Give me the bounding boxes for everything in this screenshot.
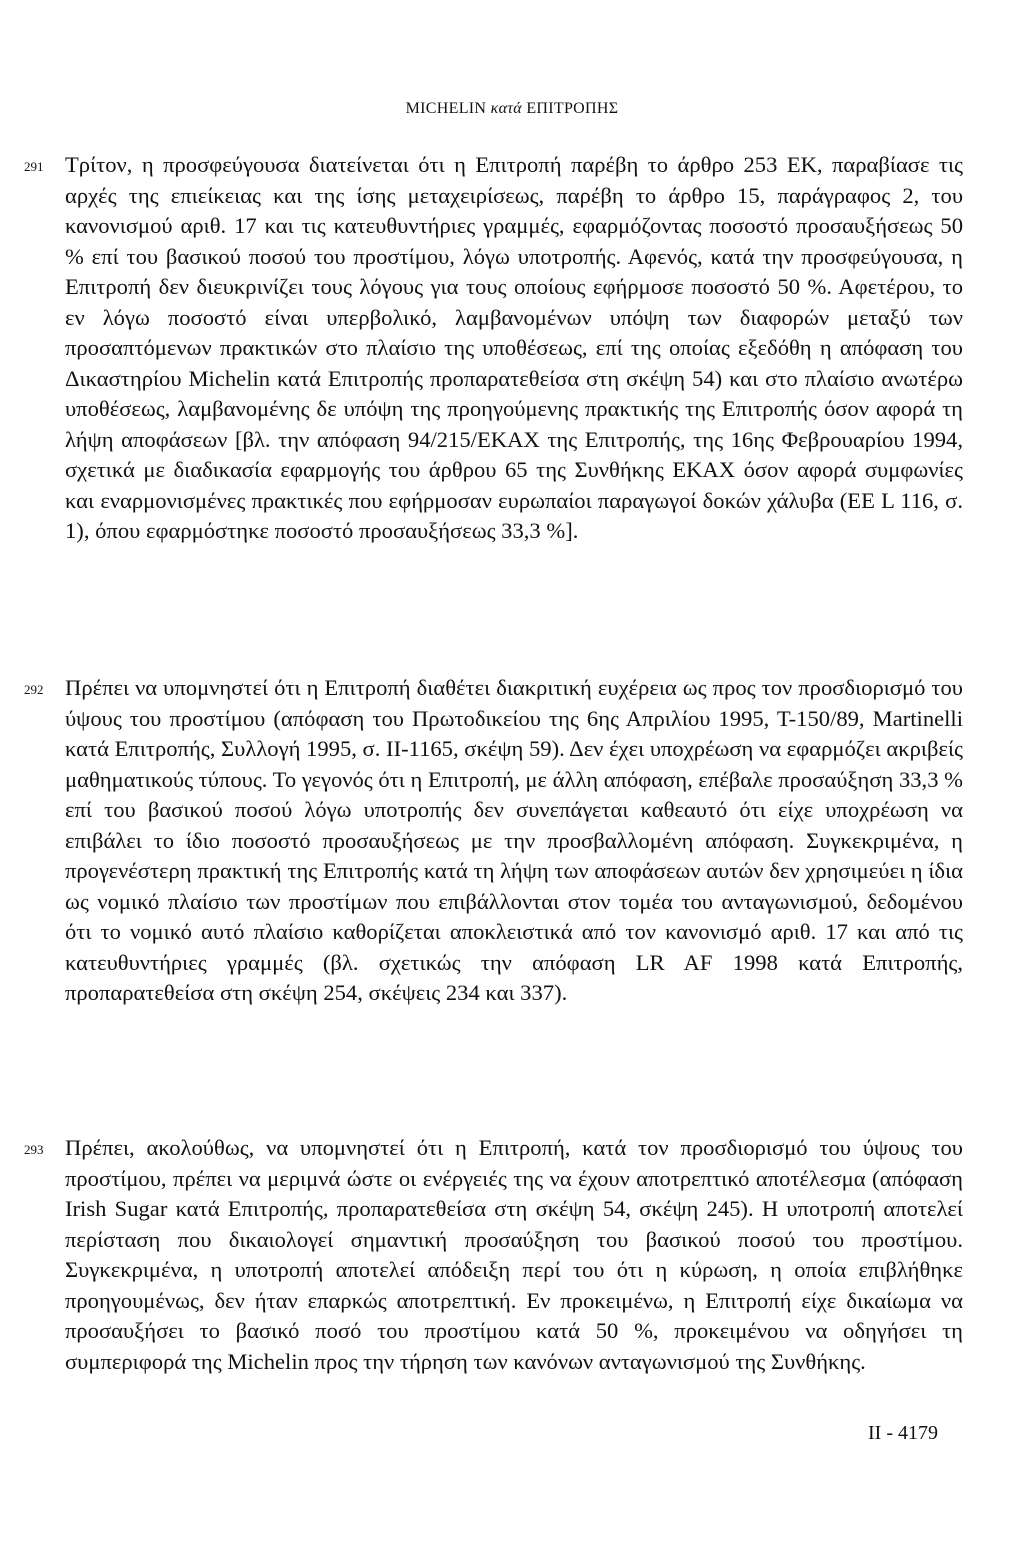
header-versus: κατά: [490, 100, 522, 117]
running-header: [0, 100, 1024, 118]
paragraph-text: Πρέπει να υπομνηστεί ότι η Επιτροπή διαθέτει διακριτική ευχέρεια ως προς τον προσδιορισμό του ύψους του προστίμου (απόφαση του Πρωτοδικείου της 6ης Απριλίου 1995, Τ-150/89, Martinelli κατά Επιτροπής, Συλλογή 1995, σ. ΙΙ-1165, σκέψη 59). Δεν έχει υποχρέωση να εφαρμόζει ακριβείς μαθηματικούς τύπους. Το γεγονός ότι η Επιτροπή, με άλλη απόφαση, επέβαλε προσαύξηση 33,3 % επί του βασικού ποσού λόγω υποτροπής δεν συνεπάγεται καθεαυτό ότι είχε υποχρέωση να επιβάλει το ίδιο ποσοστό προσαυξήσεως με την προσβαλλομένη απόφαση. Συγκεκριμένα, η προγενέστερη πρακτική της Επιτροπής κατά τη λήψη των αποφάσεων αυτών δεν χρησιμεύει η ίδια ως νομικό πλαίσιο των προστίμων που επιβάλλονται στον τομέα του ανταγωνισμού, δεδομένου ότι το νομικό αυτό πλαίσιο καθορίζεται αποκλειστικά από τον κανονισμό αριθ. 17 και από τις κατευθυντήριες γραμμές (βλ. σχετικώς την απόφαση LR AF 1998 κατά Επιτροπής, προπαρατεθείσα στη σκέψη 254, σκέψεις 234 και 337).: [65, 675, 963, 1005]
paragraph-number: 292: [24, 682, 44, 697]
header-party: ΕΠΙΤΡΟΠΗΣ: [526, 100, 619, 117]
header-case-name: MICHELIN: [405, 100, 487, 117]
paragraph-293: [24, 1133, 964, 1377]
paragraph-291: [24, 150, 964, 547]
paragraph-number: 293: [24, 1142, 44, 1157]
paragraph-text: Πρέπει, ακολούθως, να υπομνηστεί ότι η Επιτροπή, κατά τον προσδιορισμό του ύψους του προστίμου, πρέπει να μεριμνά ώστε οι ενέργειές της να έχουν αποτρεπτικό αποτέλεσμα (απόφαση Irish Sugar κατά Επιτροπής, προπαρατεθείσα στη σκέψη 54, σκέψη 245). Η υποτροπή αποτελεί περίσταση που δικαιολογεί σημαντική προσαύξηση του βασικού ποσού του προστίμου. Συγκεκριμένα, η υποτροπή αποτελεί απόδειξη περί του ότι η κύρωση, η οποία επιβλήθηκε προηγουμένως, δεν ήταν επαρκώς αποτρεπτική. Εν προκειμένω, η Επιτροπή είχε δικαίωμα να προσαυξήσει το βασικό ποσό του προστίμου κατά 50 %, προκειμένου να οδηγήσει τη συμπεριφορά της Michelin προς την τήρηση των κανόνων ανταγωνισμού της Συνθήκης.: [65, 1135, 963, 1374]
paragraph-number: 291: [24, 159, 44, 174]
paragraph-text: Τρίτον, η προσφεύγουσα διατείνεται ότι η Επιτροπή παρέβη το άρθρο 253 ΕΚ, παραβίασε τις αρχές της επιείκειας και της ίσης μεταχειρίσεως, παρέβη το άρθρο 15, παράγραφος 2, του κανονισμού αριθ. 17 και τις κατευθυντήριες γραμμές, εφαρμόζοντας ποσοστό προσαυξήσεως 50 % επί του βασικού ποσού του προστίμου, λόγω υποτροπής. Αφενός, κατά την προσφεύγουσα, η Επιτροπή δεν διευκρινίζει τους λόγους για τους οποίους εφήρμοσε ποσοστό 50 %. Αφετέρου, το εν λόγω ποσοστό είναι υπερβολικό, λαμβανομένων υπόψη των διαφορών μεταξύ των προσαπτόμενων πρακτικών στο πλαίσιο της υποθέσεως, επί της οποίας εξεδόθη η απόφαση του Δικαστηρίου Michelin κατά Επιτροπής προπαρατεθείσα στη σκέψη 54) και στο πλαίσιο ανωτέρω υποθέσεως, λαμβανομένης δε υπόψη της προηγούμενης πρακτικής της Επιτροπής όσον αφορά τη λήψη αποφάσεων [βλ. την απόφαση 94/215/ΕΚΑΧ της Επιτροπής, της 16ης Φεβρουαρίου 1994, σχετικά με διαδικασία εφαρμογής του άρθρου 65 της Συνθήκης ΕΚΑΧ όσον αφορά συμφωνίες και εναρμονισμένες πρακτικές που εφήρμοσαν ευρωπαίοι παραγωγοί δοκών χάλυβα (ΕΕ L 116, σ. 1), όπου εφαρμόστηκε ποσοστό προσαυξήσεως 33,3 %].: [65, 152, 963, 543]
page-number: II - 4179: [868, 1422, 938, 1444]
paragraph-292: [24, 673, 964, 1009]
